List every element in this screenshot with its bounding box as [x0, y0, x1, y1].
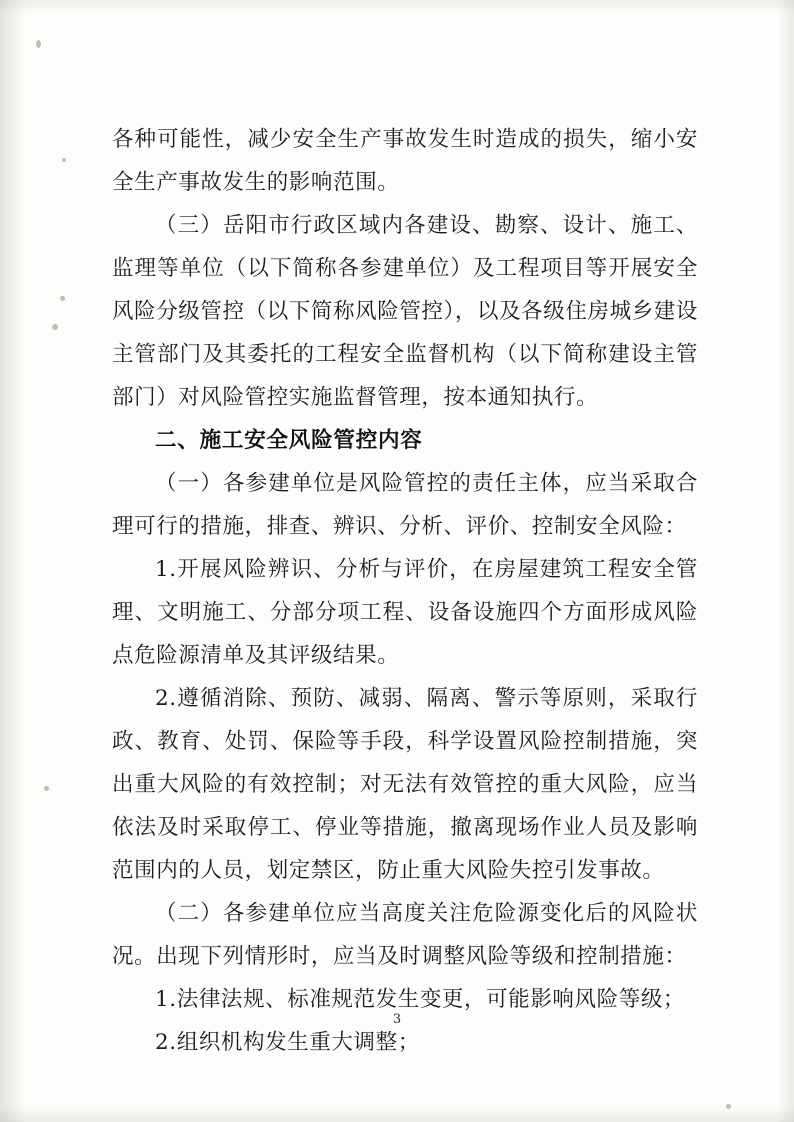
scan-edge-bottom — [0, 1106, 794, 1122]
scan-edge-top — [0, 0, 794, 14]
scan-speck — [36, 40, 41, 48]
document-body — [112, 118, 698, 1064]
paragraph: 各种可能性，减少安全生产事故发生时造成的损失，缩小安全生产事故发生的影响范围。 — [112, 127, 698, 195]
paragraph: （二）各参建单位应当高度关注危险源变化后的风险状况。出现下列情形时，应当及时调整风险等级和控制措施： — [112, 901, 698, 969]
page-number: 3 — [392, 1012, 402, 1027]
scan-edge-right — [776, 0, 794, 1122]
scan-speck — [52, 324, 58, 330]
section-heading: 二、施工安全风险管控内容 — [155, 428, 423, 453]
paragraph: 1.开展风险辨识、分析与评价，在房屋建筑工程安全管理、文明施工、分部分项工程、设备设施四个方面形成风险点危险源清单及其评级结果。 — [112, 557, 698, 668]
paragraph: 1.法律法规、标准规范发生变更，可能影响风险等级； — [155, 987, 686, 1012]
scan-speck — [60, 296, 65, 301]
paragraph: 2.组织机构发生重大调整； — [155, 1030, 420, 1055]
paragraph: （一）各参建单位是风险管控的责任主体，应当采取合理可行的措施，排查、辨识、分析、评价、控制安全风险： — [112, 471, 698, 539]
scan-edge-left — [0, 0, 26, 1122]
scan-speck — [44, 786, 49, 791]
scan-speck — [726, 1104, 731, 1109]
paragraph: 2.遵循消除、预防、减弱、隔离、警示等原则，采取行政、教育、处罚、保险等手段，科学设置风险控制措施，突出重大风险的有效控制；对无法有效管控的重大风险，应当依法及时采取停工、停业等措施，撤离现场作业人员及影响范围内的人员，划定禁区，防止重大风险失控引发事故。 — [112, 686, 698, 883]
scan-speck — [62, 158, 66, 162]
paragraph: （三）岳阳市行政区域内各建设、勘察、设计、施工、监理等单位（以下简称各参建单位）及工程项目等开展安全风险分级管控（以下简称风险管控），以及各级住房城乡建设主管部门及其委托的工程安全监督机构（以下简称建设主管部门）对风险管控实施监督管理，按本通知执行。 — [112, 213, 698, 410]
